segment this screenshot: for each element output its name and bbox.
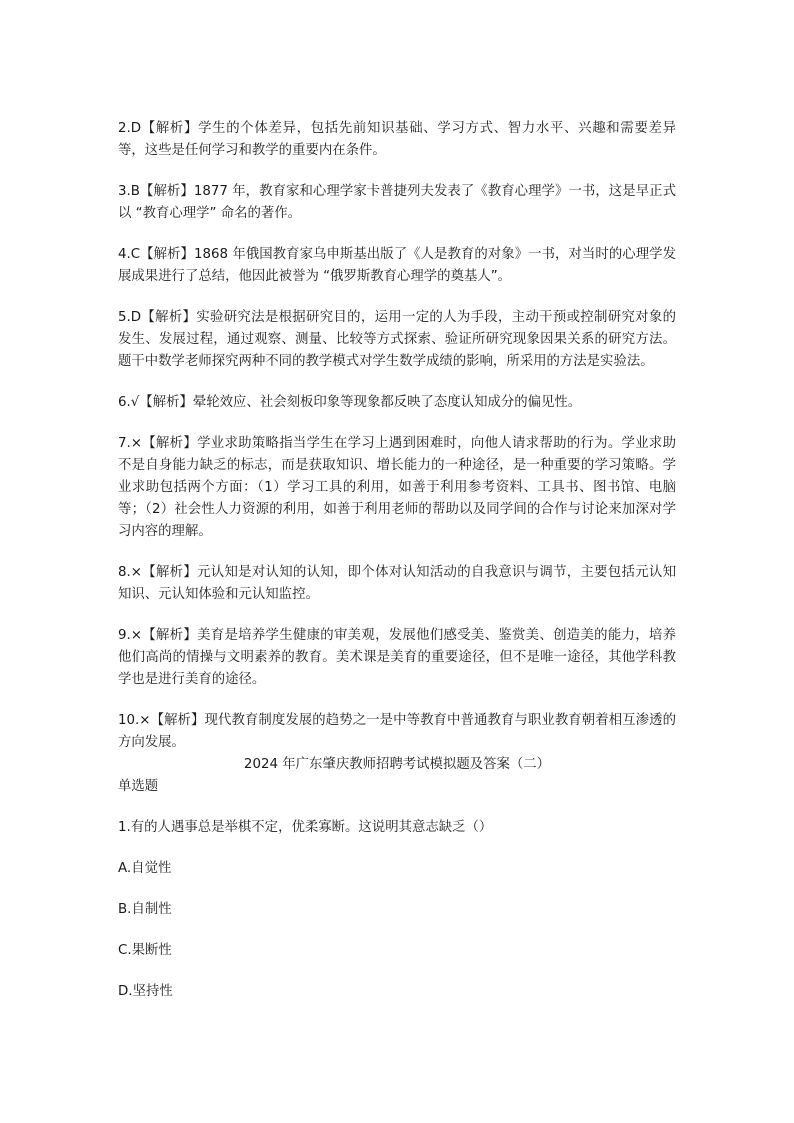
option-a: A.自觉性 <box>118 861 172 876</box>
exam-title: 2024 年广东肇庆教师招聘考试模拟题及答案（二） <box>243 757 551 772</box>
answer-explanation-5: 5.D【解析】实验研究法是根据研究目的，运用一定的人为手段，主动干预或控制研究对象的发生、发展过程，通过观察、测量、比较等方式探索、验证所研究现象因果关系的研究方法。题干中数学老师探究两种不同的教学模式对学生数学成绩的影响，所采用的方法是实验法。 <box>118 310 676 369</box>
answer-explanation-9: 9.×【解析】美育是培养学生健康的审美观，发展他们感受美、鉴赏美、创造美的能力，培养他们高尚的情操与文明素养的教育。美术课是美育的重要途径，但不是唯一途径，其他学科教学也是进行美育的途径。 <box>118 628 676 687</box>
answer-explanation-7: 7.×【解析】学业求助策略指当学生在学习上遇到困难时，向他人请求帮助的行为。学业求助不是自身能力缺乏的标志，而是获取知识、增长能力的一种途径，是一种重要的学习策略。学业求助包括两个方面：（1）学习工具的利用，如善于利用参考资料、工具书、图书馆、电脑等；（2）社会性人力资源的利用，如善于利用老师的帮助以及同学间的合作与讨论来加深对学习内容的理解。 <box>118 436 676 539</box>
section-label: 单选题 <box>118 779 159 794</box>
answer-explanation-3: 3.B【解析】1877 年，教育家和心理学家卡普捷列夫发表了《教育心理学》一书，这是早正式以 “教育心理学” 命名的著作。 <box>118 184 676 221</box>
answer-explanation-2: 2.D【解析】学生的个体差异，包括先前知识基础、学习方式、智力水平、兴趣和需要差异等，这些是任何学习和教学的重要内在条件。 <box>118 121 676 158</box>
answer-explanation-8: 8.×【解析】元认知是对认知的认知，即个体对认知活动的自我意识与调节，主要包括元认知知识、元认知体验和元认知监控。 <box>118 565 676 602</box>
answer-explanation-4: 4.C【解析】1868 年俄国教育家乌申斯基出版了《人是教育的对象》一书，对当时的心理学发展成果进行了总结，他因此被誉为 “俄罗斯教育心理学的奠基人”。 <box>118 247 676 284</box>
answer-explanation-6: 6.√【解析】晕轮效应、社会刻板印象等现象都反映了态度认知成分的偏见性。 <box>118 395 582 410</box>
question-text: 1.有的人遇事总是举棋不定，优柔寡断。这说明其意志缺乏（） <box>118 820 493 835</box>
option-c: C.果断性 <box>118 943 172 958</box>
document-page <box>118 118 676 1022</box>
option-d: D.坚持性 <box>118 984 173 999</box>
answer-explanation-10: 10.×【解析】现代教育制度发展的趋势之一是中等教育中普通教育与职业教育朝着相互渗透的方向发展。 <box>118 713 676 750</box>
option-b: B.自制性 <box>118 902 172 917</box>
